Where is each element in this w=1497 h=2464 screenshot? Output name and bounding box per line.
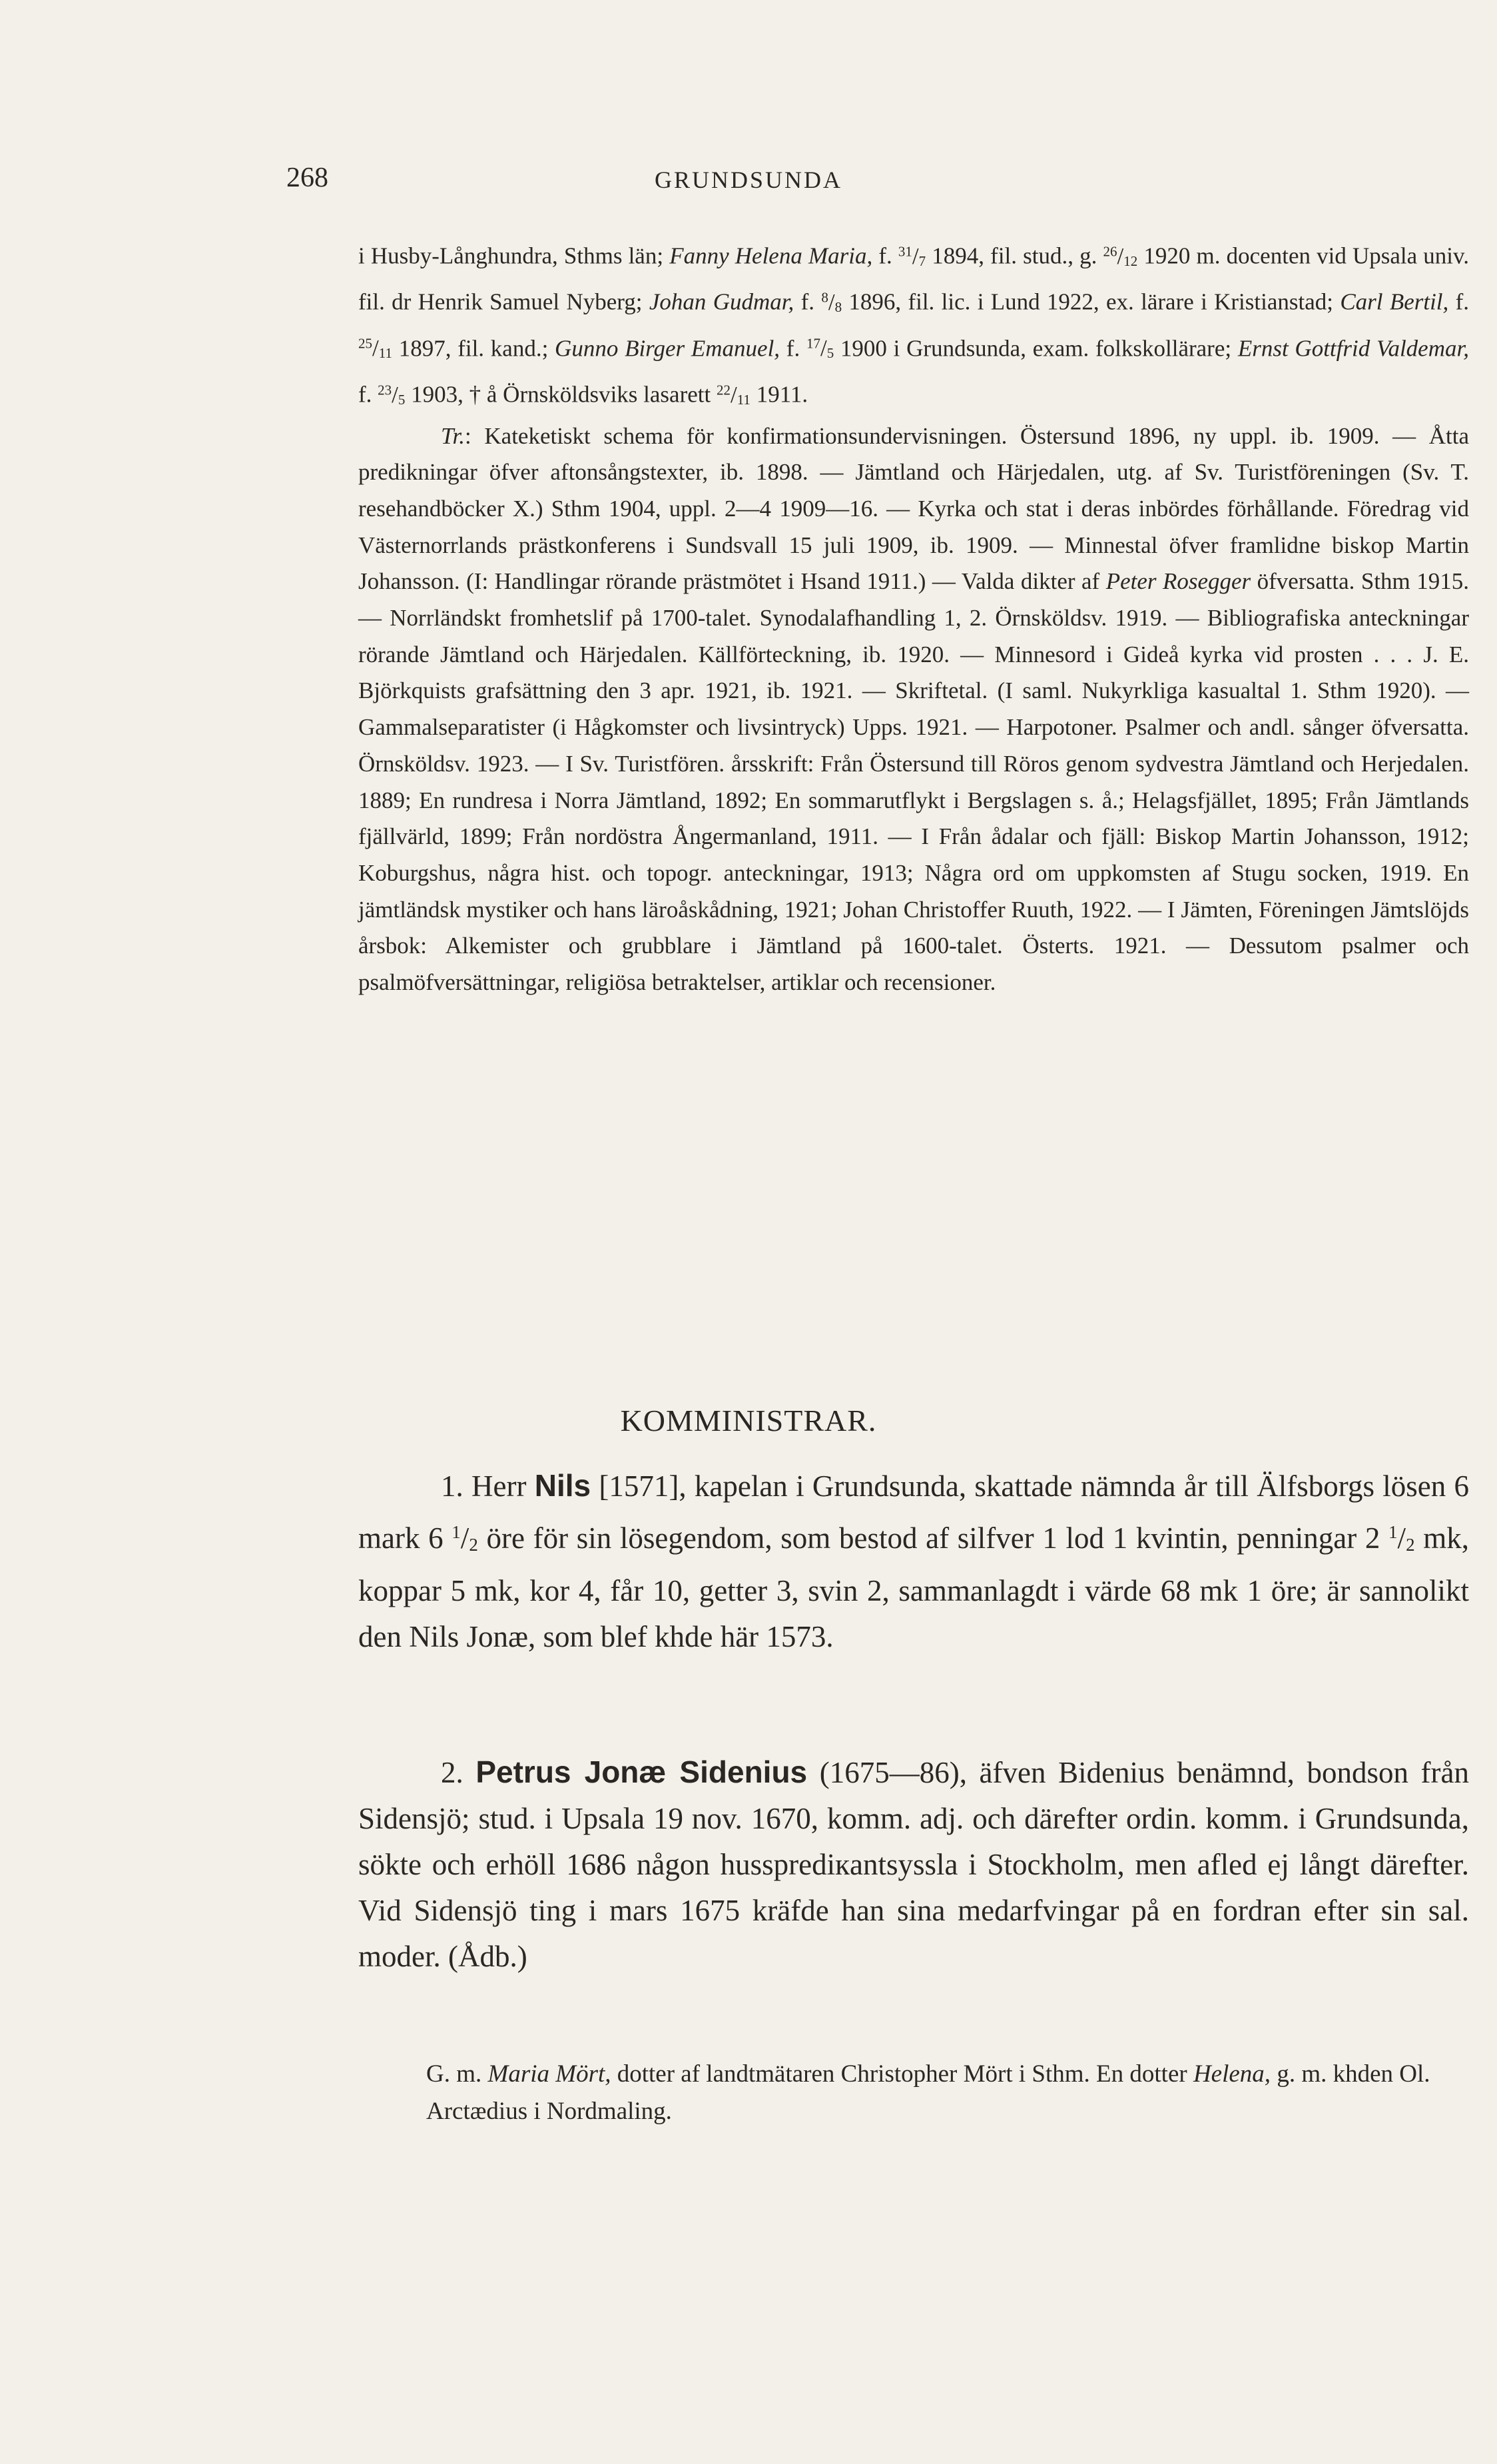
page-number: 268 (286, 163, 328, 193)
family-note: G. m. Maria Mört, dotter af landtmätaren Christopher Mört i Sthm. En dotter Helena, g. m. khden Ol. Arctædius i Nordmaling. (426, 2060, 1430, 2125)
page-header (286, 162, 1211, 202)
entry-1: 1. Herr Nils [1571], kapelan i Grundsunda, skattade nämnda år till Älfsborgs lösen 6 mark 6 $^1/_2$ öre för sin lösegendom, som bestod af silfver 1 lod 1 kvintin, penningar 2 $^1/_2$ mk, koppar 5 mk, kor 4, får 10, getter 3, svin 2, sammanlagdt i värde 68 mk 1 öre; är sannolikt den Nils Jonæ, som blef khde här 1573. (358, 1468, 1469, 1653)
family-paragraph: i Husby-Långhundra, Sthms län; Fanny Helena Maria, f. $^{31}/_7$ 1894, fil. stud., g. $^{26}/_{12}$ 1920 m. docenten vid Upsala univ. fil. dr Henrik Samuel Nyberg; Johan Gudmar, f. $^8/_8$ 1896, fil. lic. i Lund 1922, ex. lärare i Kristianstad; Carl Bertil, f. $^{25}/_{11}$ 1897, fil. kand.; Gunno Birger Emanuel, f. $^{17}/_5$ 1900 i Grundsunda, exam. folkskollärare; Ernst Gottfrid Valdemar, f. $^{23}/_5$ 1903, † å Örnsköldsviks lasarett $^{22}/_{11}$ 1911. (358, 242, 1470, 408)
entry-name: Nils (534, 1468, 591, 1503)
entry-number: 2. (441, 1756, 463, 1789)
entry-number: 1. (441, 1469, 463, 1503)
works-paragraph: Tr.: Kateketiskt schema för konfirmationsundervisningen. Östersund 1896, ny uppl. ib. 1909. — Åtta predikningar öfver aftonsångstexter, ib. 1898. — Jämtland och Härjedalen, utg. af Sv. Turistföreningen (Sv. T. resehandböcker X.) Sthm 1904, uppl. 2—4 1909—16. — Kyrka och stat i deras inbördes förhållande. Föredrag vid Västernorrlands prästkonferens i Sundsvall 15 juli 1909, ib. 1909. — Minnestal öfver framlidne biskop Martin Johansson. (I: Handlingar rörande prästmötet i Hsand 1911.) — Valda dikter af Peter Rosegger öfversatta. Sthm 1915. — Norrländskt fromhetslif på 1700-talet. Synodalafhandling 1, 2. Örnsköldsv. 1919. — Bibliografiska anteckningar rörande Jämtland och Härjedalen. Källförteckning, ib. 1920. — Minnesord i Gideå kyrka vid prosten . . . J. E. Björkquists grafsättning den 3 apr. 1921, ib. 1921. — Skriftetal. (I saml. Nukyrkliga kasualtal 1. Sthm 1920). — Gammalseparatister (i Hågkomster och livsintryck) Upps. 1921. — Harpotoner. Psalmer och andl. sånger öfversatta. Örnsköldsv. 1923. — I Sv. Turistfören. årsskrift: Från Östersund till Röros genom sydvestra Jämtland och Herjedalen. 1889; En rundresa i Norra Jämtland, 1892; En sommarutflykt i Bergslagen s. å.; Helagsfjället, 1895; Från Jämtlands fjällvärld, 1899; Från nordöstra Ångermanland, 1911. — I Från ådalar och fjäll: Biskop Martin Johansson, 1912; Koburgshus, några hist. och topogr. anteckningar, 1913; Några ord om uppkomsten af Stugu socken, 1919. En jämtländsk mystiker och hans läroåskådning, 1921; Johan Christoffer Ruuth, 1922. — I Jämten, Föreningen Jämtslöjds årsbok: Alkemister och grubblare i Jämtland på 1600-talet. Österts. 1921. — Dessutom psalmer och psalmöfversättningar, religiösa betraktelser, artiklar och recensioner. (358, 422, 1469, 996)
entry-2: 2. Petrus Jonæ Sidenius (1675—86), äfven Bidenius benämnd, bondson från Sidensjö; stud. i Upsala 19 nov. 1670, komm. adj. och därefter ordin. komm. i Grundsunda, sökte och erhöll 1686 någon hussprediкantsyssla i Stockholm, men afled ej långt därefter. Vid Sidensjö ting i mars 1675 kräfde han sina medarfvingar på en fordran efter sin sal. moder. (Ådb.) (358, 1755, 1469, 1973)
running-head: GRUNDSUNDA (654, 167, 843, 193)
biography-continuation (358, 233, 1469, 1001)
entry-name: Petrus Jonæ Sidenius (475, 1755, 808, 1789)
section-heading: KOMMINISTRAR. (620, 1404, 877, 1437)
